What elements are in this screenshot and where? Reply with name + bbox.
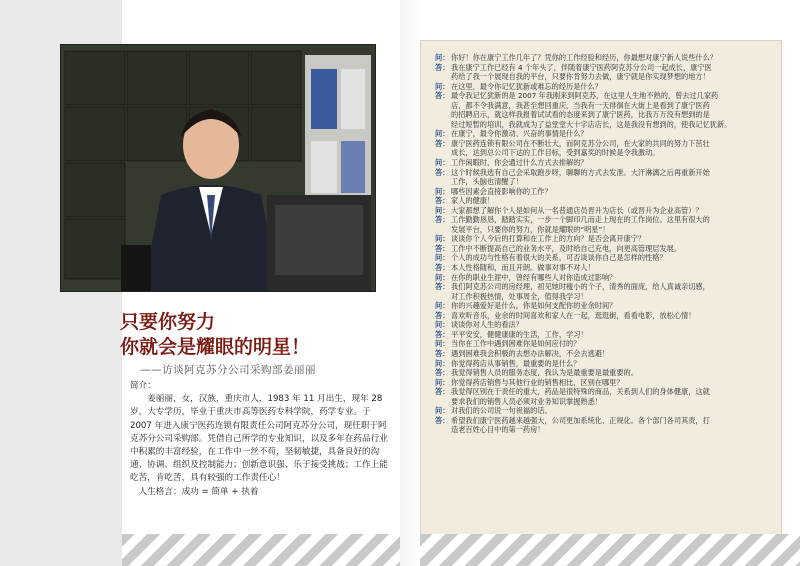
intro-body: 姜丽丽，女，汉族，重庆市人，1983 年 11 月出生，现年 28 岁，大专学历，毕业于重庆市高等医药专科学院，药学专业。于 2007 年进入康宁医药连锁有限责任公司阿克苏分公司，现任职于阿克苏分公司采购部。凭借自己所学的专业知识，以及多年在药品行业中积累的丰富经验，在工作中一丝不苟，坚韧敏捷，具备良好的沟通、协调、组织及控制能力；创新意识强、乐于接受挑战；工作上能吃苦，肯吃苦，具有较强的工作责任心！ (130, 394, 388, 484)
qa-text: 工作闲暇时，你会通过什么方式去排解的？ (451, 158, 588, 168)
qa-line (435, 387, 775, 397)
answer-tag: 答： (435, 215, 450, 225)
answer-tag: 答： (435, 310, 450, 320)
question-tag: 问： (435, 186, 450, 196)
question-tag: 问： (435, 358, 450, 368)
question-tag: 问： (435, 129, 450, 139)
life-motto: 人生格言：成功 = 简单 + 执着 (138, 486, 259, 497)
qa-text: 经过短暂的培训，我就成为了益堂堂大十字店店长，这是我没有想到的，使我记忆犹新。 (451, 119, 732, 129)
answer-tag: 答： (435, 368, 450, 378)
answer-tag: 答： (435, 62, 450, 72)
qa-text: 对我们的公司说一句祝福的话。 (451, 406, 552, 416)
qa-text: 我在康宁工作已经有 4 个年头了，伴随着康宁医药阿克苏分公司一起成长，康宁医 (451, 62, 712, 72)
interview-qa-panel (420, 40, 782, 535)
qa-line (435, 101, 775, 111)
qa-text: 工作，头脑也清醒了！ (451, 177, 523, 187)
qa-text: 当你在工作中遇到困难你是如何应付的？ (451, 339, 581, 349)
qa-line (435, 168, 775, 178)
qa-line (435, 196, 775, 206)
qa-text: 店，都不令我满意，我甚至想回重庆，当我有一天徘徊在大街上是看到了康宁医药 (451, 100, 710, 110)
qa-text: 我们阿克苏公司的房经理，初见她时瘦小的个子，清秀的面庞，给人真诚亲切感， (451, 282, 710, 292)
qa-line (435, 120, 775, 130)
question-tag: 问： (435, 253, 450, 263)
qa-text: 哪些因素会直接影响你的工作？ (451, 186, 552, 196)
qa-line (435, 158, 775, 168)
question-tag: 问： (435, 406, 450, 416)
qa-text: 家人的健康！ (451, 196, 495, 206)
qa-text: 在康宁，最令你激动、兴奋的事情是什么？ (451, 129, 588, 139)
answer-tag: 答： (435, 282, 450, 292)
qa-line (435, 177, 775, 187)
qa-line (435, 148, 775, 158)
qa-text: 这个时候我选有自己会采取跑步呀，聊聊的方式去发泄。大汗淋漓之后再重新开始 (451, 167, 710, 177)
qa-line (435, 110, 775, 120)
qa-line (435, 91, 775, 101)
question-tag: 问： (435, 320, 450, 330)
qa-line (435, 330, 775, 340)
question-tag: 问： (435, 234, 450, 244)
qa-text: 在这里，最令你记忆犹新或难忘的经历是什么？ (451, 81, 602, 91)
qa-line (435, 253, 775, 263)
title-line-1: 只要你努力 (120, 311, 216, 333)
qa-line (435, 339, 775, 349)
qa-line (435, 139, 775, 149)
title-line-2: 你就会是耀眼的明星！ (120, 336, 311, 358)
qa-line (435, 206, 775, 216)
qa-text: 你的兴趣爱好是什么，你是如何支配你的业余时间？ (451, 301, 617, 311)
qa-text: 造老百姓心目中的第一药房！ (451, 425, 545, 435)
decorative-stripe-right (420, 534, 800, 566)
qa-text: 在你的职业生涯中，曾经有哪些人对你造成过影响？ (451, 272, 617, 282)
answer-tag: 答： (435, 329, 450, 339)
question-tag: 问： (435, 272, 450, 282)
qa-text: 你觉得药店从事销售，最重要的是什么？ (451, 358, 581, 368)
question-tag: 问： (435, 301, 450, 311)
qa-line (435, 63, 775, 73)
page-gutter (400, 0, 422, 566)
qa-text: 我觉得销售人员的服务态度，我认为是最重要是最重要的。 (451, 368, 638, 378)
qa-line (435, 359, 775, 369)
qa-text: 工作中不断提高自己的业务水平，及时给自己充电，向更高管理层发展。 (451, 243, 682, 253)
question-tag: 问： (435, 81, 450, 91)
question-tag: 问： (435, 53, 450, 62)
qa-line (435, 72, 775, 82)
qa-text: 你好！你在康宁工作几年了？凭你的工作经验和经历，你最想对康宁新人说些什么？ (451, 53, 717, 62)
decorative-stripe-left (122, 534, 400, 566)
qa-text: 你觉得药店销售与其他行业的销售相比，区别在哪里？ (451, 377, 624, 387)
qa-line (435, 397, 775, 407)
qa-line (435, 406, 775, 416)
qa-line (435, 425, 775, 435)
answer-tag: 答： (435, 167, 450, 177)
qa-line (435, 301, 775, 311)
qa-text: 工作勤勤恳恳，踏踏实实，一步一个脚印几而走上现在的工作岗位。这里有很大的 (451, 215, 710, 225)
qa-line (435, 416, 775, 426)
qa-text: 最令我记忆犹新的是 2007 年我刚来到阿克苏，在这里人生地不熟的，曾去过几家药 (451, 91, 719, 101)
qa-line (435, 263, 775, 273)
qa-line (435, 225, 775, 235)
qa-list (435, 53, 775, 435)
question-tag: 问： (435, 158, 450, 168)
answer-tag: 答： (435, 387, 450, 397)
qa-text: 谈谈你个人今后的打算和在工作上的方向？是否会离开康宁？ (451, 234, 646, 244)
answer-tag: 答： (435, 243, 450, 253)
qa-text: 希望我们康宁医药越来越强大，公司更加系统化、正规化。各个部门各司其责，打 (451, 415, 710, 425)
answer-tag: 答： (435, 263, 450, 273)
qa-text: 我觉得区别在于责任的重大，药品是很特殊的商品，关系到人们的身体健康，这就 (451, 387, 710, 397)
qa-text: 康宁医药连锁有限公司在不断壮大，而阿克苏分公司，在大家的共同的努力下茁壮 (451, 138, 710, 148)
intro-label: 简介： (130, 381, 156, 391)
answer-tag: 答： (435, 348, 450, 358)
article-title (120, 310, 390, 360)
question-tag: 问： (435, 205, 450, 215)
qa-text: 要求我们的销售人员必须对业务知识掌握熟悉！ (451, 396, 602, 406)
qa-text: 发展平台，只要你的努力，你就是耀眼的“明星”！ (451, 224, 610, 234)
qa-line (435, 378, 775, 388)
qa-text: 的招聘启示，就这样我报着试试看的态度来到了康宁医药，比我万万没有想到的是 (451, 110, 710, 120)
qa-line (435, 320, 775, 330)
qa-line (435, 53, 775, 63)
qa-text: 本人性格随和，而且开朗。做事对事不对人！ (451, 263, 595, 273)
portrait-photo (60, 44, 376, 292)
qa-text: 遇到困难我会积极的去想办法解决，不会去逃避！ (451, 348, 610, 358)
qa-text: 谈谈你对人生的看法？ (451, 320, 523, 330)
qa-text: 大家都想了解你个人是如何从一名普通店员晋升为店长（或晋升为企业高管）？ (451, 205, 703, 215)
qa-line (435, 234, 775, 244)
qa-line (435, 368, 775, 378)
qa-line (435, 282, 775, 292)
question-tag: 问： (435, 339, 450, 349)
qa-line (435, 82, 775, 92)
qa-text: 个人的成功与性格有着很大的关系，可否谈谈你自己是怎样的性格？ (451, 253, 667, 263)
profile-intro (130, 380, 388, 499)
answer-tag: 答： (435, 91, 450, 101)
qa-line (435, 311, 775, 321)
qa-line (435, 292, 775, 302)
qa-text: 成长，达到总公司下达的工作目标，受到嘉奖的时候是令我激动。 (451, 148, 660, 158)
qa-text: 喜欢听音乐，业余的时间喜欢和家人在一起，逛逛街，看看电影，放松心情！ (451, 310, 696, 320)
article-subtitle: ——访谈阿克苏分公司采购部姜丽丽 (140, 364, 316, 376)
qa-line (435, 187, 775, 197)
qa-line (435, 129, 775, 139)
qa-line (435, 215, 775, 225)
qa-line (435, 349, 775, 359)
qa-text: 药给了我一个展现自我的平台，只要你肯努力去做，康宁就是你实现梦想的地方！ (451, 72, 710, 82)
answer-tag: 答： (435, 415, 450, 425)
qa-line (435, 273, 775, 283)
qa-text: 对工作积极热情，处事周全，值得我学习！ (451, 291, 588, 301)
answer-tag: 答： (435, 138, 450, 148)
question-tag: 问： (435, 377, 450, 387)
answer-tag: 答： (435, 196, 450, 206)
qa-line (435, 244, 775, 254)
qa-text: 平平安安，健健康康的生活，工作，学习！ (451, 329, 588, 339)
